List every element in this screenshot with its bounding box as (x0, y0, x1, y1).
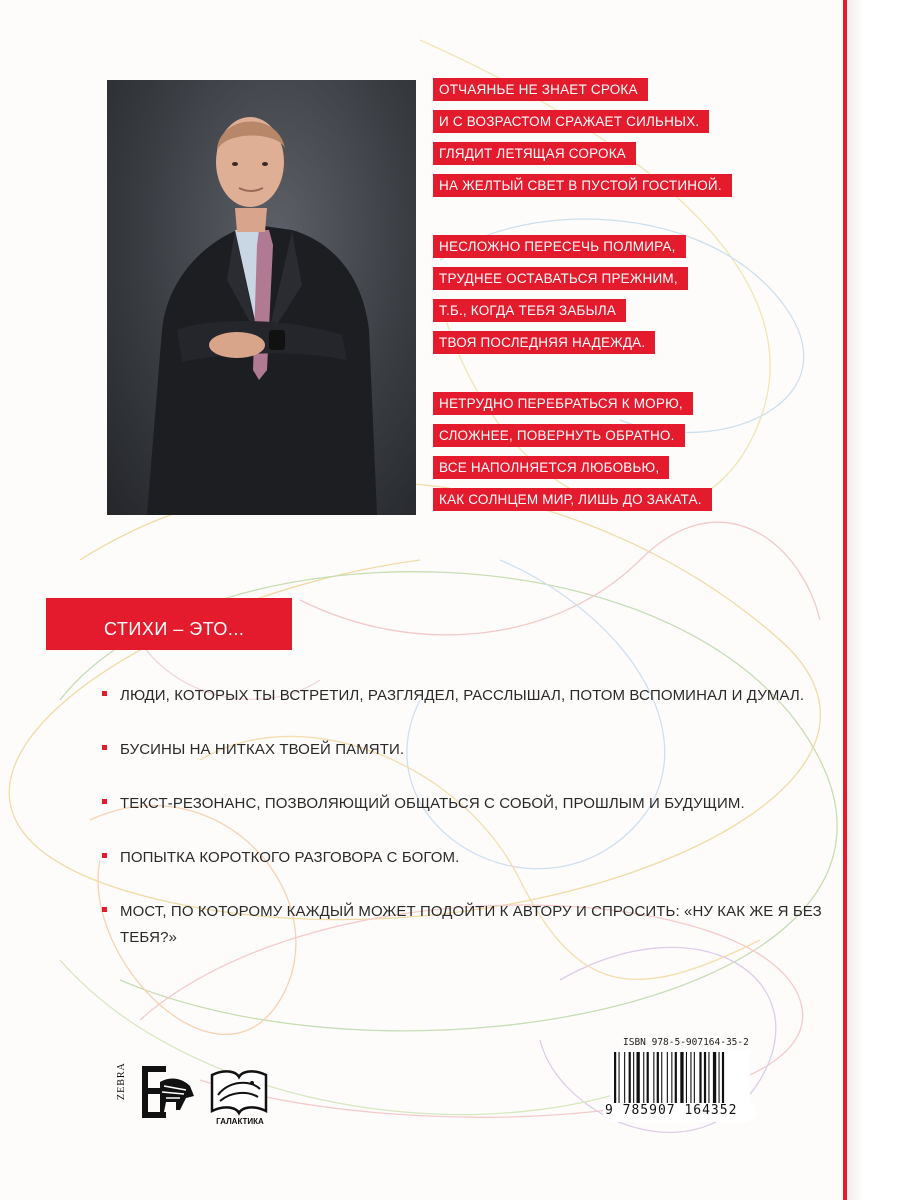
list-item (102, 845, 822, 871)
barcode-bar (686, 1052, 687, 1104)
barcode-bar (647, 1052, 649, 1104)
barcode-bar (661, 1052, 662, 1104)
barcode-bar (704, 1052, 706, 1104)
poem-line: И С ВОЗРАСТОМ СРАЖАЕТ СИЛЬНЫХ. (433, 110, 709, 133)
list-item (102, 899, 822, 951)
bullet-list (102, 683, 822, 979)
list-item-text: МОСТ, ПО КОТОРОМУ КАЖДЫЙ МОЖЕТ ПОДОЙТИ К АВТОРУ И СПРОСИТЬ: «НУ КАК ЖЕ Я БЕЗ ТЕБЯ?» (120, 903, 822, 946)
bullet-square-icon (102, 907, 107, 912)
list-item-text: ТЕКСТ-РЕЗОНАНС, ПОЗВОЛЯЮЩИЙ ОБЩАТЬСЯ С СОБОЙ, ПРОШЛЫМ И БУДУЩИМ. (120, 795, 745, 812)
barcode-bar (653, 1052, 654, 1104)
isbn-label: ISBN 978-5-907164-35-2 (623, 1037, 749, 1048)
poem-block (433, 78, 853, 549)
barcode-bar (699, 1052, 701, 1104)
section-banner (46, 598, 292, 650)
barcode-bar (694, 1052, 695, 1104)
barcode-bar (722, 1052, 724, 1104)
list-item (102, 683, 822, 709)
barcode-bar (637, 1052, 640, 1104)
barcode-bar (690, 1052, 691, 1104)
bullet-square-icon (102, 745, 107, 750)
list-item-text: ЛЮДИ, КОТОРЫХ ТЫ ВСТРЕТИЛ, РАЗГЛЯДЕЛ, РАССЛЫШАЛ, ПОТОМ ВСПОМИНАЛ И ДУМАЛ. (120, 687, 805, 704)
galaktika-logo-text: ГАЛАКТИКА (216, 1117, 264, 1126)
list-item-text: БУСИНЫ НА НИТКАХ ТВОЕЙ ПАМЯТИ. (120, 741, 405, 758)
poem-line: ТРУДНЕЕ ОСТАВАТЬСЯ ПРЕЖНИМ, (433, 267, 688, 290)
bullet-square-icon (102, 853, 107, 858)
galaktika-logo-icon (208, 1065, 270, 1117)
barcode-bar (675, 1052, 677, 1104)
spine-shadow (847, 0, 900, 1200)
poem-line: ТВОЯ ПОСЛЕДНЯЯ НАДЕЖДА. (433, 331, 655, 354)
zebra-logo-text: ZEBRA (116, 1062, 127, 1100)
list-item (102, 791, 822, 817)
author-photo (107, 80, 416, 515)
poem-line: Т.Б., КОГДА ТЕБЯ ЗАБЫЛА (433, 299, 626, 322)
zebra-logo-icon (120, 1062, 200, 1122)
bullet-square-icon (102, 691, 107, 696)
poem-line: НЕСЛОЖНО ПЕРЕСЕЧЬ ПОЛМИРА, (433, 235, 686, 258)
section-banner-title: СТИХИ – ЭТО... (104, 619, 245, 639)
list-item-text: ПОПЫТКА КОРОТКОГО РАЗГОВОРА С БОГОМ. (120, 849, 460, 866)
list-item (102, 737, 822, 763)
poem-line: КАК СОЛНЦЕМ МИР, ЛИШЬ ДО ЗАКАТА. (433, 488, 712, 511)
barcode-bar (657, 1052, 659, 1104)
poem-stanza-1 (433, 78, 853, 197)
barcode-bar (614, 1052, 616, 1104)
barcode-bar (643, 1052, 644, 1104)
barcode-bar (624, 1052, 625, 1104)
barcode-bar (671, 1052, 672, 1104)
barcode-bar (680, 1052, 683, 1104)
poem-line: СЛОЖНЕЕ, ПОВЕРНУТЬ ОБРАТНО. (433, 424, 685, 447)
barcode-bar (708, 1052, 709, 1104)
poem-line: ГЛЯДИТ ЛЕТЯЩАЯ СОРОКА (433, 142, 636, 165)
barcode-digits: 9 785907 164352 (603, 1103, 755, 1118)
poem-line: НА ЖЕЛТЫЙ СВЕТ В ПУСТОЙ ГОСТИНОЙ. (433, 174, 732, 197)
barcode-bar (667, 1052, 668, 1104)
barcode-bar (633, 1052, 634, 1104)
barcode-bar (719, 1052, 720, 1104)
barcode-bar (629, 1052, 631, 1104)
barcode-bar (619, 1052, 620, 1104)
poem-line: ОТЧАЯНЬЕ НЕ ЗНАЕТ СРОКА (433, 78, 648, 101)
barcode-bar (713, 1052, 716, 1104)
poem-stanza-3 (433, 392, 853, 511)
poem-stanza-2 (433, 235, 853, 354)
poem-line: ВСЕ НАПОЛНЯЕТСЯ ЛЮБОВЬЮ, (433, 456, 669, 479)
bullet-square-icon (102, 799, 107, 804)
poem-line: НЕТРУДНО ПЕРЕБРАТЬСЯ К МОРЮ, (433, 392, 693, 415)
